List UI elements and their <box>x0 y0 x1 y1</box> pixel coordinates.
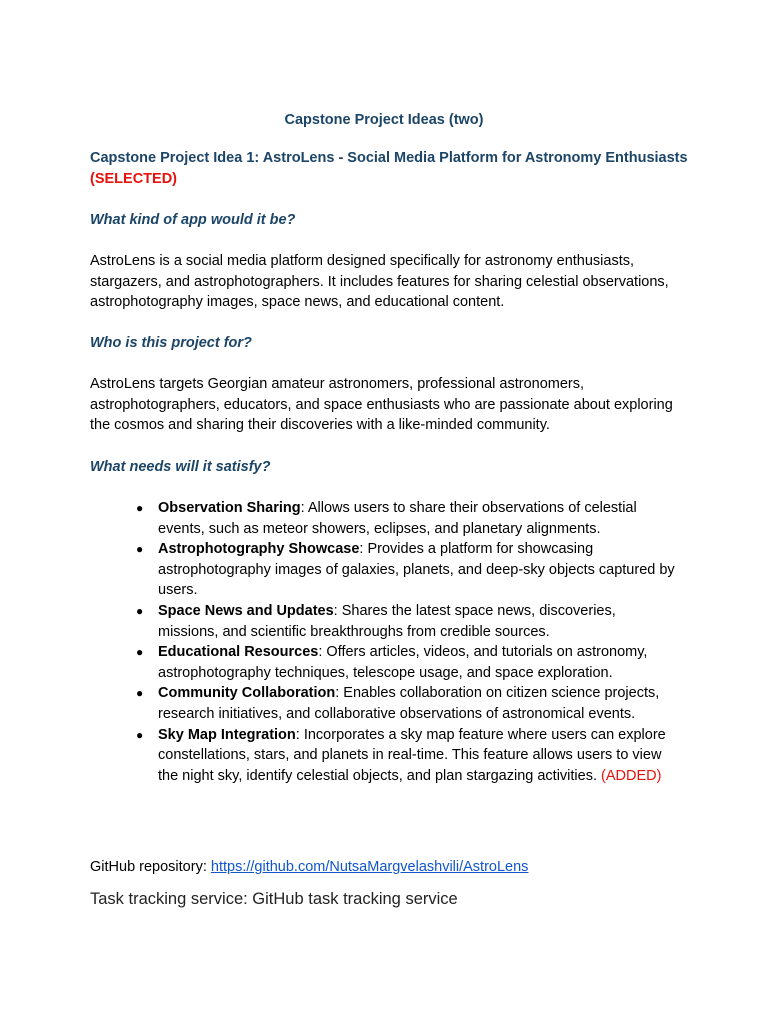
need-term: Community Collaboration <box>158 685 336 702</box>
list-item <box>136 642 680 683</box>
bullet-icon: ● <box>136 727 144 742</box>
list-item <box>136 539 680 601</box>
bullet-icon: ● <box>136 603 144 618</box>
document-title: Capstone Project Ideas (two) <box>284 112 484 128</box>
list-item <box>136 683 680 724</box>
list-item <box>136 601 680 642</box>
need-text: : Shares the latest space news, discoveries, missions, and scientific breakthroughs from credible sources. <box>158 602 616 640</box>
bullet-icon: ● <box>136 542 144 557</box>
need-text: : Offers articles, videos, and tutorials on astronomy, astrophotography techniques, telescope usage, and space exploration. <box>158 644 648 681</box>
idea-heading-text: Capstone Project Idea 1: AstroLens - Social Media Platform for Astronomy Enthusiasts <box>90 150 688 166</box>
bullet-icon: ● <box>136 645 144 660</box>
need-term: Observation Sharing <box>158 500 301 516</box>
answer-app-kind: AstroLens is a social media platform designed specifically for astronomy enthusiasts, stargazers, and astrophotographers. It includes features for sharing celestial observations, astrophotography images, space news, and educational content. <box>90 253 669 311</box>
question-needs: What needs will it satisfy? <box>90 459 271 475</box>
need-text: : Enables collaboration on citizen science projects, research initiatives, and collaborative observations of astronomical events. <box>158 685 660 722</box>
list-item <box>136 725 680 787</box>
repository-label: GitHub repository: <box>90 859 211 875</box>
need-term: Astrophotography Showcase <box>158 541 360 558</box>
needs-list <box>0 498 768 786</box>
bullet-icon: ● <box>136 686 144 701</box>
answer-audience: AstroLens targets Georgian amateur astronomers, professional astronomers, astrophotographers, educators, and space enthusiasts who are passionate about exploring the cosmos and sharing their discoveries with a like-minded community. <box>90 376 673 434</box>
need-text: : Provides a platform for showcasing astrophotography images of galaxies, planets, and deep-sky objects captured by users. <box>158 541 675 599</box>
need-text: : Incorporates a sky map feature where users can explore constellations, stars, and planets in real-time. This feature allows users to view the night sky, identify celestial objects, and plan stargazing activities. <box>158 726 666 784</box>
idea-heading <box>90 148 690 190</box>
repository-link[interactable]: https://github.com/NutsaMargvelashvili/AstroLens <box>210 859 529 875</box>
question-audience: Who is this project for? <box>90 335 252 351</box>
list-item <box>136 498 680 539</box>
repository-line <box>90 857 710 878</box>
need-term: Sky Map Integration <box>158 726 296 743</box>
need-term: Educational Resources <box>158 644 319 661</box>
question-app-kind: What kind of app would it be? <box>90 212 296 228</box>
task-tracking-line: Task tracking service: GitHub task tracking service <box>90 890 458 908</box>
selected-tag: (SELECTED) <box>90 171 177 187</box>
need-term: Space News and Updates <box>158 602 334 619</box>
need-text: : Allows users to share their observations of celestial events, such as meteor showers, eclipses, and planetary alignments. <box>158 500 637 537</box>
bullet-icon: ● <box>136 501 144 515</box>
added-tag: (ADDED) <box>601 767 662 784</box>
